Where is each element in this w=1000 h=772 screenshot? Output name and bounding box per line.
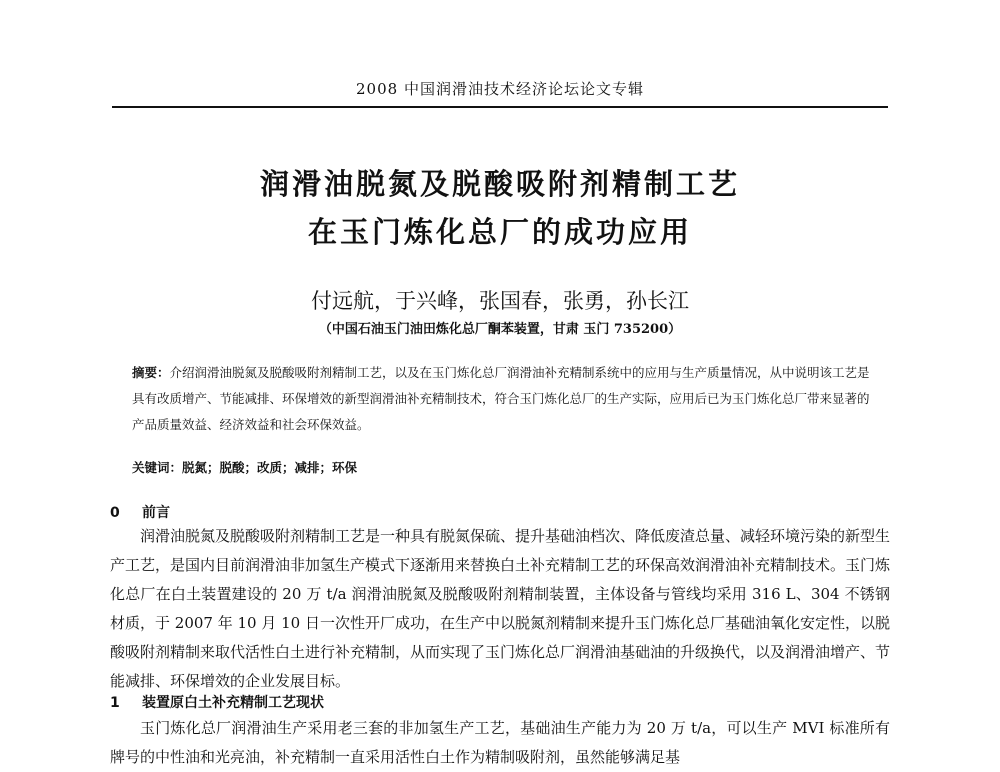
section-1-paragraph: 玉门炼化总厂润滑油生产采用老三套的非加氢生产工艺，基础油生产能力为 20 万 t/a，可以生产 MVI 标准所有牌号的中性油和光亮油，补充精制一直采用活性白土作为精制吸附剂，虽然能够满足基 [110,719,890,766]
keywords [132,458,872,476]
author-list: 付远航，于兴峰，张国春，张勇，孙长江 [311,289,689,313]
running-head: 2008 中国润滑油技术经济论坛论文专辑 [356,80,644,98]
abstract-label: 摘要： [132,365,170,380]
section-0-paragraph: 润滑油脱氮及脱酸吸附剂精制工艺是一种具有脱氮保硫、提升基础油档次、降低废渣总量、减轻环境污染的新型生产工艺，是国内目前润滑油非加氢生产模式下逐渐用来替换白土补充精制工艺的环保高效润滑油补充精制技术。玉门炼化总厂在白土装置建设的 20 万 t/a 润滑油脱氮及脱酸吸附剂精制装置，主体设备与管线均采用 316 L、304 不锈钢材质，于 2007 年 10 月 10 日一次性开厂成功，在生产中以脱氮剂精制来提升玉门炼化总厂基础油氧化安定性，以脱酸吸附剂精制来取代活性白土进行补充精制，从而实现了玉门炼化总厂润滑油基础油的升级换代，以及润滑油增产、节能减排、环保增效的企业发展目标。 [110,527,891,690]
section-title: 装置原白土补充精制工艺现状 [142,695,324,711]
abstract-text: 介绍润滑油脱氮及脱酸吸附剂精制工艺，以及在玉门炼化总厂润滑油补充精制系统中的应用与生产质量情况，从中说明该工艺是具有改质增产、节能减排、环保增效的新型润滑油补充精制技术，符合玉门炼化总厂的生产实际，应用后已为玉门炼化总厂带来显著的产品质量效益、经济效益和社会环保效益。 [132,365,870,432]
section-number: 0 [110,505,120,521]
paper-title-line-2: 在玉门炼化总厂的成功应用 [307,215,692,249]
section-title: 前言 [142,505,170,521]
header-rule [112,106,888,108]
keywords-label: 关键词： [132,460,183,475]
affiliation: （中国石油玉门油田炼化总厂酮苯装置，甘肃 玉门 735200） [318,322,682,337]
abstract [132,360,872,438]
section-heading-0 [110,502,170,522]
paper-title-line-1: 润滑油脱氮及脱酸吸附剂精制工艺 [259,167,740,201]
keywords-text: 脱氮；脱酸；改质；减排；环保 [182,460,358,475]
section-number: 1 [110,695,120,711]
section-heading-1 [110,692,324,712]
